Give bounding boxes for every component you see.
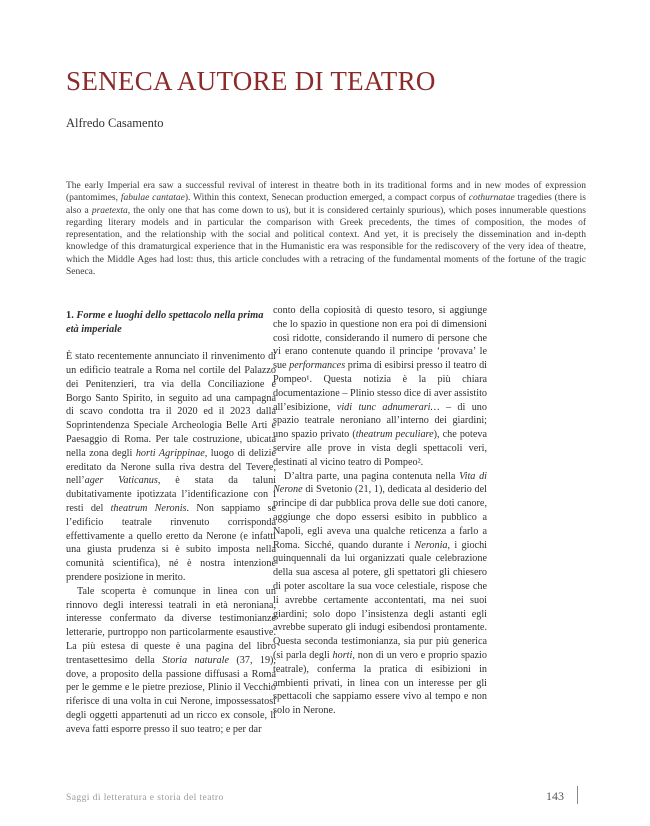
body-paragraph: D’altra parte, una pagina contenuta nella Vita di Nerone di Svetonio (21, 1), dedicata al desiderio del principe di dar pubblica prova delle sue doti canore, aggiunge che dopo essersi esibito in pubblico a Napoli, egli aveva una qualche reticenza a farlo a Roma. Sicché, quando durante i Neronia, i giochi quinquennali da lui organizzati quale celebrazione della sua ascesa al potere, gli spettatori gli chiesero di poter ascoltare la sua voce celestiale, rispose che li avrebbe certamente accontentati, ma nei suoi giardini; solo dopo l’insistenza degli astanti egli avrebbe superato gli indugi esibendosi prontamente. Questa seconda testimonianza, sia pur più generica (si parla degli horti, non di un vero e proprio spazio teatrale), conferma la pratica di esibizioni in ambienti privati, in linea con un interesse per gli spettacoli che sappiamo essere vivo al tempo e non solo in Nerone. <box>273 470 487 717</box>
body-column-right <box>273 304 487 718</box>
abstract-text: , the only one that has come down to us), but it is considered certainly spurious), which poses innumerable questions regarding literary models and in particular the comparison with Greek precedents, the times of composition, the modes of representation, and the relationship with the social and political context. And yet, it is precisely the dissemination and in-depth knowledge of this dramaturgical experience that in the Humanistic era was responsible for the rediscovery of the very idea of theatre, which the Middle Ages had lost: thus, this article concludes with a retracing of the fundamental moments of the fortune of the tragic Seneca. <box>66 205 586 278</box>
section-title: Forme e luoghi dello spettacolo nella prima età imperiale <box>66 310 264 335</box>
footer-divider <box>577 786 578 804</box>
page-number: 143 <box>546 789 564 803</box>
abstract-italic: cothurnatae <box>468 193 515 204</box>
author-name: Alfredo Casamento <box>66 116 164 130</box>
abstract-italic: praetexta <box>91 205 128 216</box>
running-footer-journal: Saggi di letteratura e storia del teatro <box>66 792 224 803</box>
abstract-italic: fabulae cantatae <box>120 193 185 204</box>
article-title: SENECA AUTORE DI TEATRO <box>66 66 436 96</box>
body-paragraph: Tale scoperta è comunque in linea con un rinnovo degli interessi teatrali in età neroniana, interesse confermato da diverse testimonianze letterarie, purtroppo non particolarmente esaustive. La più estesa di queste è una pagina del libro trentasettesimo della Storia naturale (37, 19), dove, a proposito della passione diffusasi a Roma per le gemme e le pietre preziose, Plinio il Vecchio riferisce di una volta in cui Nerone, impossessatosi degli oggetti appartenuti ad un ricco ex console, li aveva fatti esporre presso il suo teatro; e per dar <box>66 585 276 735</box>
abstract-text: tragedies (there is also a <box>66 193 586 216</box>
section-number: 1. <box>66 310 74 321</box>
body-paragraph: È stato recentemente annunciato il rinvenimento di un edificio teatrale a Roma nel cortile del Palazzo dei Penitenzieri, tra via della Conciliazione e Borgo Santo Spirito, in seguito ad una campagna di scavo condotta tra il 2020 ed il 2023 dalla Soprintendenza Speciale Archeologia Belle Arti e Paesaggio di Roma. Per tale costruzione, ubicata nella zona degli horti Agrippinae, luogo di delizie ereditato da Nerone sulla riva destra del Tevere, nell’ager Vaticanus, è stata da taluni dubitativamente ipotizzata l’identificazione con i resti del theatrum Neronis. Non sappiamo se l’edificio teatrale rinvenuto corrisponda effettivamente a quello eretto da Nerone (e infatti una giusta prudenza si è subito imposta nella comunità scientifica), né è nostra intenzione prendere posizione in merito. <box>66 351 277 583</box>
body-column-left <box>66 309 276 737</box>
body-paragraph: conto della copiosità di questo tesoro, si aggiunge che lo spazio in questione non era poi di dimensioni così ridotte, considerando il numero di persone che vi erano contenute quando il principe ‘provava’ le sue performances prima di esibirsi presso il teatro di Pompeo¹. Questa notizia è la più chiara documentazione – Plinio stesso dice di aver assistito all’esibizione, vidi tunc adnumerari… – di uno spazio teatrale neroniano all’interno dei giardini; uno spazio privato (theatrum peculiare), che poteva servire alle prove in vista degli spettacoli veri, destinati al vicino teatro di Pompeo². <box>273 305 487 468</box>
abstract-text: ). Within this context, Senecan production emerged, a compact corpus of <box>184 193 469 204</box>
section-heading <box>66 309 276 336</box>
abstract <box>66 180 586 278</box>
abstract-text: The early Imperial era saw a successful revival of interest in theatre both in its traditional forms and in new modes of expression (pantomimes, <box>66 181 586 204</box>
